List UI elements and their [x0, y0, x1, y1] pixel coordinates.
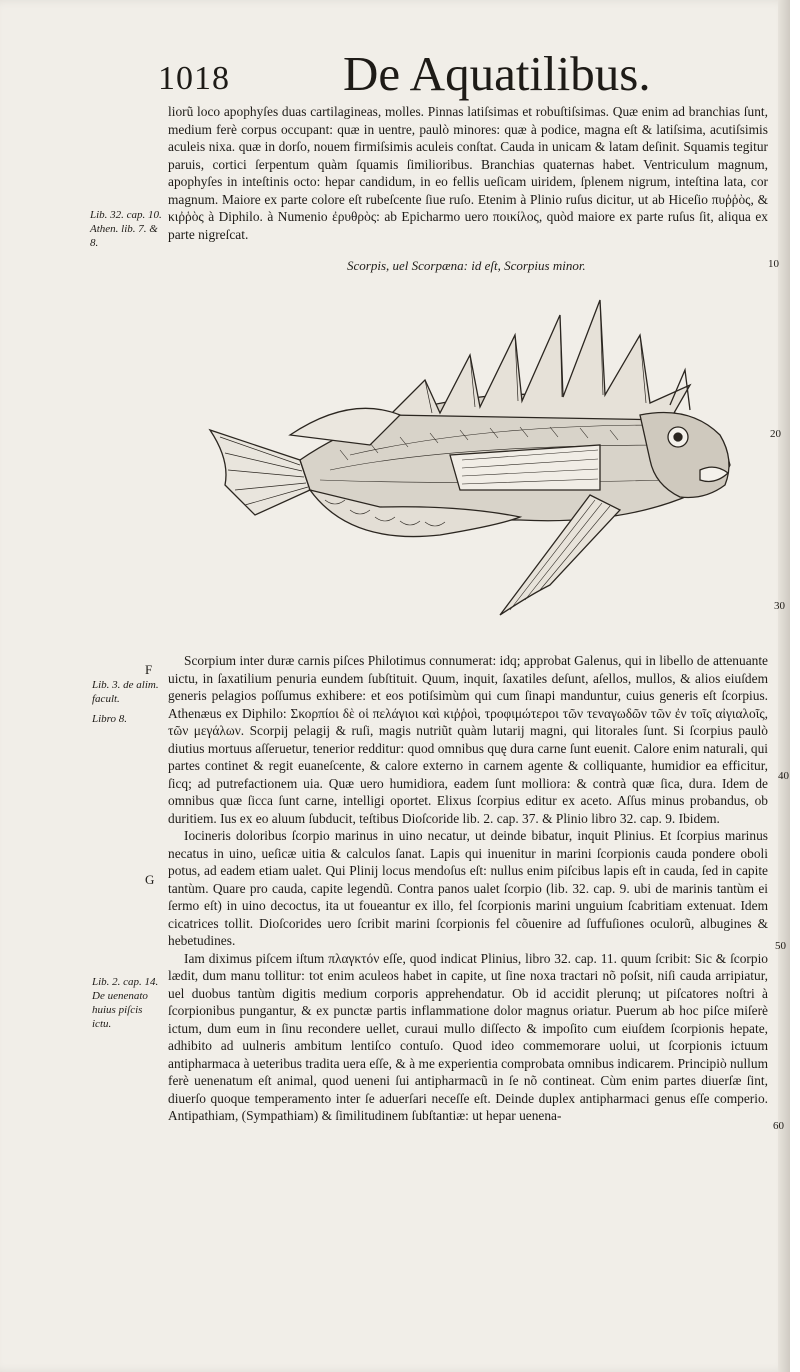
margin-note-libro: Libro 8. [92, 713, 128, 725]
line-number-30: 30 [774, 600, 785, 612]
line-number-60: 60 [773, 1120, 784, 1132]
figure-caption: Scorpis, uel Scorpæna: id eſt, Scorpius minor. [347, 258, 586, 273]
line-number-10: 10 [768, 258, 779, 270]
top-text-block [168, 103, 768, 243]
line-number-40: 40 [778, 770, 789, 782]
margin-note-venom: Lib. 2. cap. 14. De uenenato huius piſcis ictu. [92, 976, 159, 1030]
paragraph-iocineris: Iocineris doloribus ſcorpio marinus in uino necatur, ut deinde bibatur, inquit Plinius. Et ſcorpius marinus necatus in uino, ueſicæ uitia & calculos ſanat. Lapis qui inuenitur in marini ſcorpionis cauda pondere oboli potus, ad eadem etiam ualet. Qui Plinij locus mendoſus eſt: nullus enim piſcibus lapis eſt in cauda, ſed in capite tantùm. Quare pro cauda, capite legendũ. Contra panos ualet ſcorpio (lib. 32. cap. 9. ubi de marinis tantùm ei ſermo eſt) in uino decoctus, ita ut foueantur ex illo, fel ſcorpionis marini unguium ſcabritiam extenuat. Idem cicatrices tollit. Dioſcorides uero ſcribit marini ſcorpionis fel cõuenire ad ſuffuſiones oculorũ, albugines & hebetudines. [168, 828, 768, 948]
page-number: 1018 [158, 60, 230, 97]
scorpion-fish-woodcut [200, 285, 740, 645]
line-number-50: 50 [775, 940, 786, 952]
section-letter-g: G [145, 872, 155, 887]
bottom-text-block [168, 652, 768, 1125]
line-number-20: 20 [770, 428, 781, 440]
top-paragraph: liorũ loco apophyſes duas cartilagineas, molles. Pinnas latiſsimas et robuſtiſsimas. Quæ enim ad branchias ſunt, medium ferè corpus occupant: quæ in uentre, paulò minores: quæ à podice, magna eſt & latiſsima, acutiſsimis aculeis nixa. quæ in dorſo, nouem firmiſsimis aculeis conſtat. Cauda in unicam & latam deſinit. Squamis tegitur paruis, cortici ſerpentum quàm ſquamis ſimilioribus. Branchias quaternas habet. Ventriculum magnum, apophyſes in inteſtinis octo: hepar candidum, in eo fellis ueſicam uiridem, ſplenem nigrum, inteſtina lata, cor magnum. Maiore ex parte colore eſt rubeſcente ſiue ruſo. Etenim à Plinio ruſus dicitur, ut ab Hiceſio πυῤῥὸς, & κιῤῥὸς à Diphilo. à Numenio ἐρυθρὸς: ab Epicharmo uero ποικίλος, quòd maiore ex parte ruſus ſit, aliqua ex parte nigreſcat. [168, 104, 768, 242]
paragraph-scorpium: Scorpium inter duræ carnis piſces Philotimus connumerat: idq; approbat Galenus, qui in libello de attenuante uictu, in ſaxatilium penuria eundem ſubſtituit. Quum, inquit, ſaxatiles deſunt, aſellos, mullos, & alios eiuſdem generis pelagios poſſumus exhibere: et eos potiſsimùm qui cum ſinapi manduntur, cuius generis eſt ſcorpius. Athenæus ex Diphilo: Σκορπίοι δὲ οἱ πελάγιοι καὶ κιῤῥοὶ, τροφιμώτεροι τῶν τεναγωδῶν τῶν ἐν τοῖς αἰγιαλοῖς, τῶν μεγάλων. Scorpij pelagij & ruſi, magis nutriũt quàm lutarij magni, qui litorales ſunt. Si ſcorpius paulò diutius mortuus aſſeruetur, tenerior redditur: quod omnibus quę dura carne ſunt euenit. Calore enim naturali, qui partes continet & regit euaneſcente, & calore externo in carnem agente & colliquante, humidior ea efficitur, ſicq; ad putrefactionem uia. Quæ uero humidiora, eadem ſunt molliora: & contrà quæ ſica, dura. Idem de omnibus quæ ſicca ſunt carne, intelligi oportet. Elixus ſcorpius editur ex aceto. Aſſus minus probandus, ob duritiem. Ius ex eo aluum ſubducit, teſtibus Dioſcoride lib. 2. cap. 37. & Plinio libro 32. cap. 9. Ibidem. [168, 653, 768, 826]
margin-note-galen: Lib. 3. de alim. facult. [92, 679, 159, 705]
paragraph-iam-diximus: Iam diximus piſcem iſtum πλαγκτόν eſſe, quod indicat Plinius, libro 32. cap. 11. quum ſcribit: Sic & ſcorpio lædit, dum manu tollitur: tot enim aculeos habet in capite, ut ſine noxa tractari nõ poſsit, niſi cauda arripiatur, uel duobus tantùm digitis medium corporis apprehendatur. Ob id accidit plerunq; ut piſcatores noſtri à ſcorpionibus pungantur, & ex punctæ partis inflammatione dolor magnus oriatur. Puerum ab hoc piſce miſerè ictum, dum eum in ſinu recondere uellet, curaui mullo diſſecto & impoſito cum eiuſdem ſcorpionis hepate, adhibito ad uulneris ambitum lentiſco contuſo. Quod ideo commemorare uolui, ut ſcorpionis ictuum antipharmaca à ueteribus tradita uera eſſe, & à me experientia comprobata omnibus indicarem. Principiò nullum ferè uenenatum eſt animal, quod ueneni ſui antipharmacũ in ſe nõ contineat. Cùm enim partes diuerſæ ſint, diuerſo quoque temperamento inter ſe aduerſari neceſſe eſt. Deinde duplex antipharmaci genus eſſe comperio. Antipathiam, (Sympathiam) & ſimilitudinem ſubſtantiæ: ut hepar uenena- [168, 950, 768, 1123]
margin-note-athenaeus: Lib. 32. cap. 10. Athen. lib. 7. & 8. [90, 209, 162, 249]
page-edge-shadow [778, 0, 790, 1372]
section-letter-f: F [145, 662, 153, 677]
running-title: De Aquatilibus. [343, 46, 651, 101]
